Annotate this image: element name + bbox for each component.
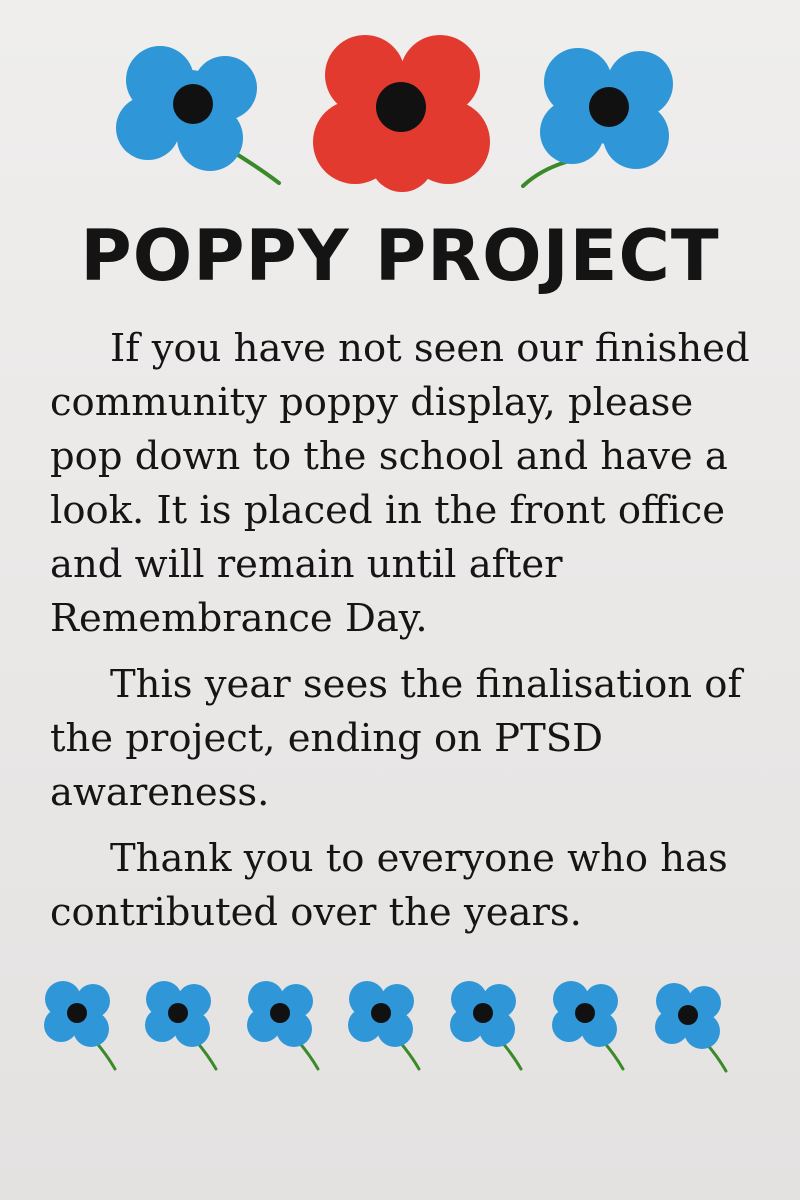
top-flower-row xyxy=(0,20,800,210)
blue-poppy-icon xyxy=(247,981,318,1069)
poster-body xyxy=(50,322,765,952)
bottom-flower-row xyxy=(0,965,800,1075)
paragraph-display-info: If you have not seen our finished community poppy display, please pop down to the school and have a look. It is placed in the front office and will remain until after Remembrance Day. xyxy=(50,326,750,641)
blue-poppy-icon xyxy=(116,46,279,183)
paragraph-finalisation: This year sees the finalisation of the project, ending on PTSD awareness. xyxy=(50,662,742,815)
paragraph-thanks: Thank you to everyone who has contributed over the years. xyxy=(50,836,728,935)
blue-poppy-icon xyxy=(145,981,216,1069)
blue-poppy-icon xyxy=(450,981,521,1069)
blue-poppy-icon xyxy=(348,981,419,1069)
blue-poppy-icon xyxy=(552,981,623,1069)
blue-poppy-icon xyxy=(523,48,673,186)
blue-poppy-icon xyxy=(655,983,726,1071)
blue-poppy-icon xyxy=(44,981,115,1069)
red-poppy-icon xyxy=(313,35,490,192)
poster-title: POPPY PROJECT xyxy=(80,215,720,297)
